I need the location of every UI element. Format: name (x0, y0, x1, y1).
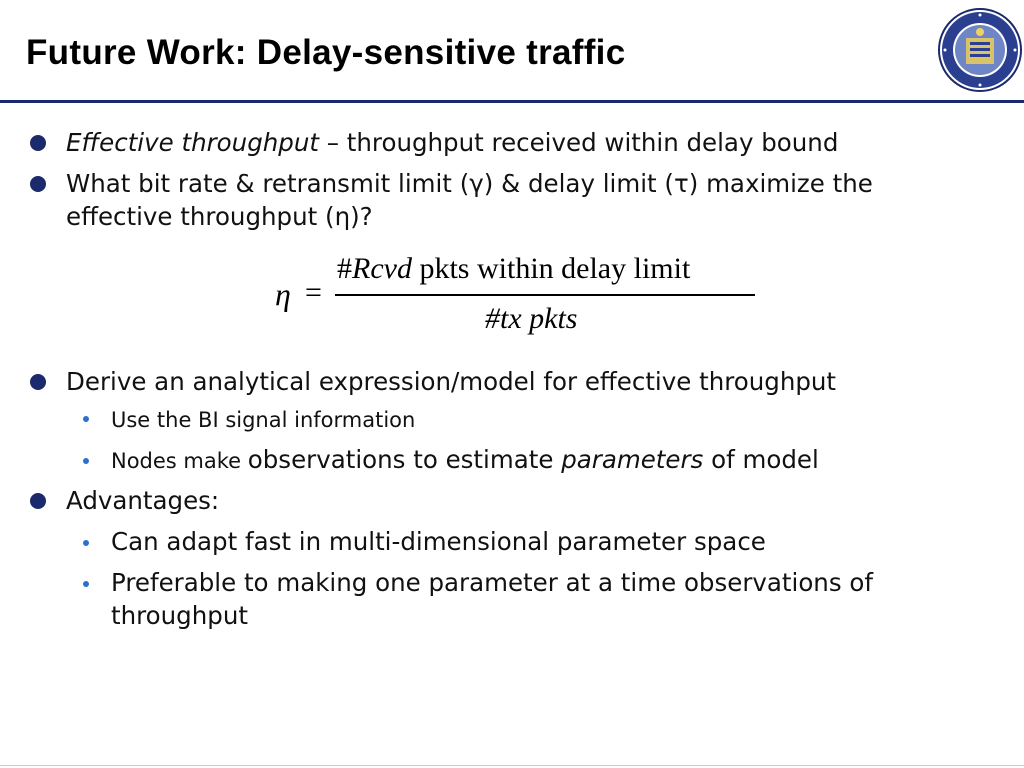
sub-bullet-main: observations to estimate (247, 445, 562, 474)
sub-bullet-nodes-observations (111, 443, 941, 478)
formula-denominator: #tx pkts (485, 302, 578, 335)
bullet-dot (30, 135, 46, 151)
bullet-dot (30, 374, 46, 390)
sub-bullet-suffix: of model (703, 445, 819, 474)
formula-equals: = (305, 276, 322, 309)
sub-bullet-dot (83, 540, 89, 546)
sub-bullet-bi-signal (111, 404, 941, 437)
sub-bullet-text: Can adapt fast in multi-dimensional parameter space (111, 527, 766, 556)
num-hash: # (337, 252, 352, 285)
bullet-effective-throughput (66, 126, 946, 159)
bullet-text: What bit rate & retransmit limit (γ) & delay limit (τ) maximize the effective throughput (η)? (66, 169, 873, 231)
num-rest: pkts within delay limit (411, 252, 691, 285)
sub-bullet-preferable (111, 566, 901, 632)
sub-bullet-adapt-fast (111, 525, 941, 558)
effective-throughput-formula (275, 252, 765, 342)
num-rcvd: Rcvd (352, 252, 412, 285)
term-parameters: parameters (561, 445, 704, 474)
bullet-derive-model (66, 365, 946, 398)
footer-rule (0, 765, 1024, 766)
term-effective-throughput: Effective throughput (66, 128, 319, 157)
bullet-text: – throughput received within delay bound (318, 128, 839, 157)
sub-bullet-dot (83, 416, 89, 422)
sub-bullet-dot (83, 458, 89, 464)
sub-bullet-text: Use the BI signal information (111, 408, 416, 432)
formula-eta: η (275, 276, 291, 312)
bullet-dot (30, 493, 46, 509)
sub-bullet-prefix: Nodes make (111, 449, 248, 473)
slide-title: Future Work: Delay-sensitive traffic (26, 33, 626, 72)
formula-numerator (337, 252, 690, 286)
sub-bullet-text: Preferable to making one parameter at a time observations of throughput (111, 568, 874, 630)
bullet-dot (30, 176, 46, 192)
bullet-text: Advantages: (66, 486, 220, 515)
sub-bullet-dot (83, 581, 89, 587)
bullet-what-bit-rate (66, 167, 906, 233)
fraction-bar (335, 294, 755, 296)
title-underline (0, 100, 1024, 103)
bullet-advantages (66, 484, 946, 517)
university-seal-logo (938, 8, 1022, 92)
bullet-text: Derive an analytical expression/model for effective throughput (66, 367, 837, 396)
